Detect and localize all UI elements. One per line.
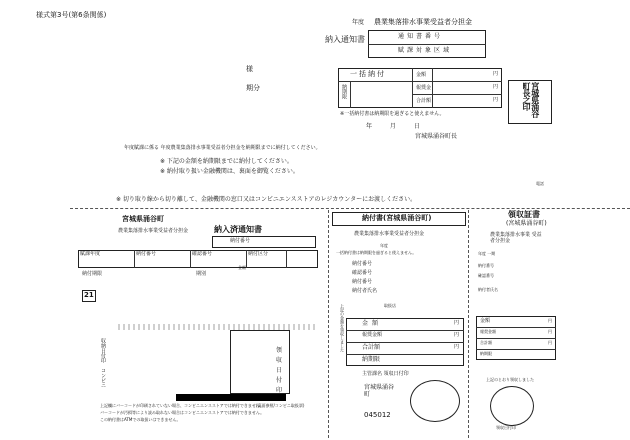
notice-number-label: 通知書番号 <box>398 33 444 40</box>
divider <box>476 338 556 339</box>
mid-note: 一括納付書は納期限を過ぎると使えません。 <box>336 250 417 255</box>
cut-line-text: ※ 切り取り線から切り離して、金融機関の窓口又はコンビニエンスストアのレジカウンターにお渡しください。 <box>116 196 417 203</box>
left-no: 21 <box>84 291 94 299</box>
lump-sum-note: ※一括納付書は納期限を過ぎると使えません。 <box>340 111 445 117</box>
divider <box>346 354 464 355</box>
seal-text: 宮城県涌谷町長之印 <box>522 82 540 117</box>
divider <box>190 250 191 268</box>
divider <box>412 94 502 95</box>
cut-line <box>70 208 630 209</box>
divider <box>338 81 502 82</box>
left-period-label: 納付期限 <box>82 271 103 277</box>
target-area-label: 賦課対象区域 <box>398 47 453 54</box>
left-vertical-1: 収納日付印 <box>100 338 106 363</box>
left-col4: 納付区分 <box>248 251 269 257</box>
fiscal-title: 農業集落排水事業受益者分担金 <box>374 18 472 26</box>
left-fee-title: 農業集落排水事業受益者分担金 <box>118 228 189 234</box>
right-yen-2: 円 <box>548 329 552 334</box>
mid-cert-label: 取扱店 <box>384 303 396 308</box>
mid-total-label: 合計額 <box>362 344 381 351</box>
divider <box>368 44 486 45</box>
perforation-2 <box>468 210 469 438</box>
mid-amount-label: 金額 <box>362 320 383 327</box>
left-footnote-3: この納付書はATMでの取扱いはできません。 <box>100 417 181 422</box>
mid-row-1: 納付番号 <box>352 261 373 267</box>
left-title: 納入済通知書 <box>214 225 262 234</box>
mid-code: 045012 <box>364 411 391 419</box>
divider <box>286 250 287 268</box>
yen-3: 円 <box>493 97 499 103</box>
fiscal-year-label: 年度 <box>352 19 365 26</box>
mid-town: 宮城県涌谷町 <box>364 384 395 399</box>
divider <box>134 250 135 268</box>
right-total-label: 合計額 <box>480 340 492 345</box>
right-row-3: 納付者氏名 <box>478 287 498 292</box>
stamp-3: 日 <box>276 367 283 374</box>
left-amount-label: 金額 <box>238 265 246 270</box>
right-stamp-label: 領収日付印 <box>496 425 516 430</box>
notice-title: 納入通知書 <box>325 35 365 44</box>
official-seal <box>508 80 552 124</box>
mayor-name: 宮城県涌谷町長 <box>415 133 458 140</box>
phone-label: 電話 <box>536 181 544 186</box>
left-vertical-2: コンビニ <box>100 368 106 388</box>
form-number: 様式第3号(第6条関係) <box>36 11 107 19</box>
yen-1: 円 <box>493 71 499 77</box>
perforation-1 <box>328 210 329 438</box>
right-subtitle: (宮城県涌谷町) <box>506 220 547 227</box>
left-footnote-right: (裏面参照/コンビニ取扱票) <box>256 403 305 408</box>
right-period-label: 納期限 <box>480 351 492 356</box>
right-stamp-note: 上記のとおり領収しました <box>486 377 534 382</box>
left-town: 宮城県涌谷町 <box>122 215 164 223</box>
mid-yen-3: 円 <box>454 344 460 350</box>
mid-period-label: 納期限 <box>362 356 381 363</box>
notice-body-line1: 年度賦課に係る 年度農業集落排水事業受益者分担金を納期限までに納付してください。 <box>124 145 321 151</box>
left-term-label: 期別 <box>196 271 207 277</box>
divider <box>350 81 351 108</box>
stamp-4: 付 <box>276 377 283 384</box>
right-fee-title: 農業集落排水事業 受益者分担金 <box>490 232 542 244</box>
right-row-2: 確認番号 <box>478 273 494 278</box>
left-col3: 確認番号 <box>192 251 213 257</box>
yen-2: 円 <box>493 84 499 90</box>
mid-title: 納付書(宮城県涌谷町) <box>362 214 432 222</box>
mid-year: 年度 <box>380 243 388 248</box>
divider <box>476 349 556 350</box>
payment-period-label: 納期限 <box>341 84 347 99</box>
divider <box>476 327 556 328</box>
right-title: 領収証書 <box>508 210 540 219</box>
divider <box>246 250 247 268</box>
mid-date-stamp <box>410 380 460 422</box>
mid-row-3: 納付番号 <box>352 279 373 285</box>
mid-stamp-row: 主管課名 領収日付印 <box>362 371 409 377</box>
divider <box>346 342 464 343</box>
stamp-2: 収 <box>276 357 283 364</box>
notice-note-2: ※ 納付取り扱い金融機関は、裏面を御覧ください。 <box>160 168 299 175</box>
total-label: 合計額 <box>416 98 432 104</box>
divider <box>432 68 433 108</box>
mid-row-4: 納付者氏名 <box>352 288 378 294</box>
notice-note-1: ※ 下記の金額を納期限までに納付してください。 <box>160 158 293 165</box>
right-row-1: 納付番号 <box>478 263 494 268</box>
mid-deduction-label: 報奨金額 <box>362 332 383 338</box>
right-yen-3: 円 <box>548 340 552 345</box>
mid-yen-2: 円 <box>454 332 460 338</box>
installment-label: 期分 <box>246 84 260 92</box>
divider <box>346 330 464 331</box>
right-yen-1: 円 <box>548 318 552 323</box>
barcode <box>176 394 286 401</box>
mid-vertical-note: 上記の金額を領収しました <box>340 304 345 352</box>
left-footnote-2: バーコードが汚損等により読み取れない場合はコンビニエンスストアでは納付できません。 <box>100 410 265 415</box>
left-col2: 納付番号 <box>136 251 157 257</box>
right-date-stamp <box>490 386 534 426</box>
issue-date: 年 月 日 <box>366 123 428 130</box>
mid-yen-1: 円 <box>454 320 460 326</box>
mid-row-2: 確認番号 <box>352 270 373 276</box>
left-tax-number-box <box>212 236 316 248</box>
right-year: 年度 一期 <box>478 251 496 256</box>
left-footnote-1: 上記欄にバーコードが印刷されていない場合、コンビニエンスストアでは納付できません。 <box>100 403 265 408</box>
amount-label: 金額 <box>416 72 427 78</box>
stamp-5: 印 <box>276 387 283 394</box>
right-deduction-label: 報奨金額 <box>480 329 496 334</box>
stamp-1: 領 <box>276 347 283 354</box>
left-col1: 賦課年度 <box>80 251 101 257</box>
deduction-label: 報奨金 <box>416 85 432 91</box>
divider <box>412 68 413 108</box>
lump-sum-label: 一括納付 <box>350 70 386 78</box>
right-amount-label: 金額 <box>480 318 491 324</box>
left-tax-number-label: 納付番号 <box>230 238 251 244</box>
honorific: 様 <box>246 65 253 73</box>
mid-fee-title: 農業集落排水事業受益者分担金 <box>354 231 425 237</box>
